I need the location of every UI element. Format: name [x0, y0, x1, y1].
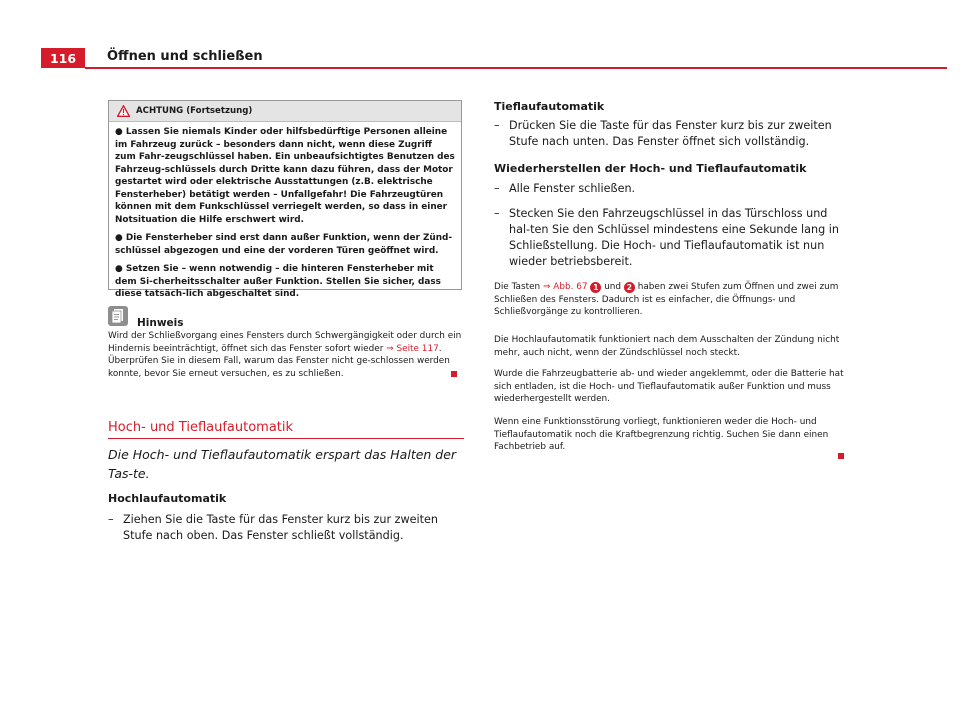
page-reference-link[interactable]: ⇒ Seite 117: [386, 343, 439, 354]
note-icon: [108, 306, 128, 326]
warning-item: ● Die Fensterheber sind erst dann außer Funktion, wenn der Zünd-schlüssel abgezogen und eine der vorderen Türen geöffnet wird.: [115, 233, 453, 256]
figure-reference-link[interactable]: ⇒ Abb. 67: [543, 282, 588, 292]
warning-header: [109, 101, 461, 122]
warning-triangle-icon: [117, 105, 130, 117]
step-item: – Ziehen Sie die Taste für das Fenster kurz bis zur zweiten Stufe nach oben. Das Fenster schließt vollständig.: [108, 513, 438, 542]
paragraph: Wenn eine Funktionsstörung vorliegt, funktionieren weder die Hoch- und Tieflaufautomatik noch die Kraftbegrenzung richtig. Suchen Sie dann einen Fachbetrieb auf.: [494, 417, 829, 453]
section-title: Hoch- und Tieflaufautomatik: [108, 420, 294, 435]
paragraph: Die Hochlaufautomatik funktioniert nach dem Ausschalten der Zündung nicht mehr, auch nicht, wenn der Zündschlüssel noch steckt.: [494, 335, 840, 358]
section-divider: [108, 438, 464, 439]
sub-heading-tieflauf: Tieflaufautomatik: [494, 100, 605, 113]
warning-item: ● Setzen Sie – wenn notwendig – die hinteren Fensterheber mit dem Si-cherheitsschalter außer Funktion. Stellen Sie sicher, dass diese tatsäch-lich abgeschaltet sind.: [115, 264, 441, 299]
note-text: Wird der Schließvorgang eines Fensters durch Schwergängigkeit oder durch ein Hindernis beeinträchtigt, öffnet sich das Fenster sofort wieder ⇒ Seite 117. Überprüfen Sie in diesem Fall, warum das Fenster nicht ge-schlossen werden konnte, bevor Sie erneut versuchen, es zu schließen.: [108, 331, 462, 379]
note-header: [108, 303, 184, 329]
warning-box: [108, 100, 462, 299]
header-divider: [85, 67, 947, 69]
step-item: – Alle Fenster schließen.: [494, 182, 636, 195]
paragraph: Wurde die Fahrzeugbatterie ab- und wieder angeklemmt, oder die Batterie hat sich entladen, ist die Hoch- und Tieflaufautomatik außer Funktion und muss wiederhergestellt werden.: [494, 369, 844, 405]
paragraph: Die Tasten ⇒ Abb. 67 1 und 2 haben zwei Stufen zum Öffnen und zwei zum Schließen des Fensters. Dadurch ist es einfacher, die Öffnungs- und Schließvorgänge zu kontrollieren.: [494, 282, 839, 318]
warning-item: ● Lassen Sie niemals Kinder oder hilfsbedürftige Personen alleine im Fahrzeug zurück – besonders dann nicht, wenn diese Zugriff zum Fahr-zeugschlüssel haben. Ein unbeaufsichtigtes Benutzen des Fahrzeug-schlüssels durch Dritte kann dazu führen, dass der Motor gestartet wird oder elektrische Ausstattungen (z.B. elektrische Fensterheber) betätigt werden – Unfallgefahr! Die Fahrzeugtüren können mit dem Funkschlüssel verriegelt werden, so dass in einer Notsituation die Hilfe erschwert wird.: [115, 127, 455, 225]
end-marker: [451, 371, 457, 377]
sub-heading-hochlauf: Hochlaufautomatik: [108, 492, 227, 505]
page-header-title: Öffnen und schließen: [107, 49, 263, 64]
callout-number: 2: [624, 282, 635, 293]
end-marker: [838, 453, 844, 459]
page-number: 116: [41, 48, 85, 68]
step-item: – Drücken Sie die Taste für das Fenster kurz bis zur zweiten Stufe nach unten. Das Fenster öffnet sich vollständig.: [494, 119, 832, 148]
warning-title: ACHTUNG (Fortsetzung): [136, 106, 253, 116]
sub-heading-restore: Wiederherstellen der Hoch- und Tieflaufautomatik: [494, 162, 807, 175]
section-intro: Die Hoch- und Tieflaufautomatik erspart das Halten der Tas-te.: [108, 447, 457, 481]
step-item: – Stecken Sie den Fahrzeugschlüssel in das Türschloss und hal-ten Sie den Schlüssel mindestens eine Sekunde lang in Schließstellung. Die Hoch- und Tieflaufautomatik ist nun wieder betriebsbereit.: [494, 207, 839, 268]
callout-number: 1: [590, 282, 601, 293]
note-title: Hinweis: [137, 317, 184, 329]
warning-body: [109, 122, 461, 301]
